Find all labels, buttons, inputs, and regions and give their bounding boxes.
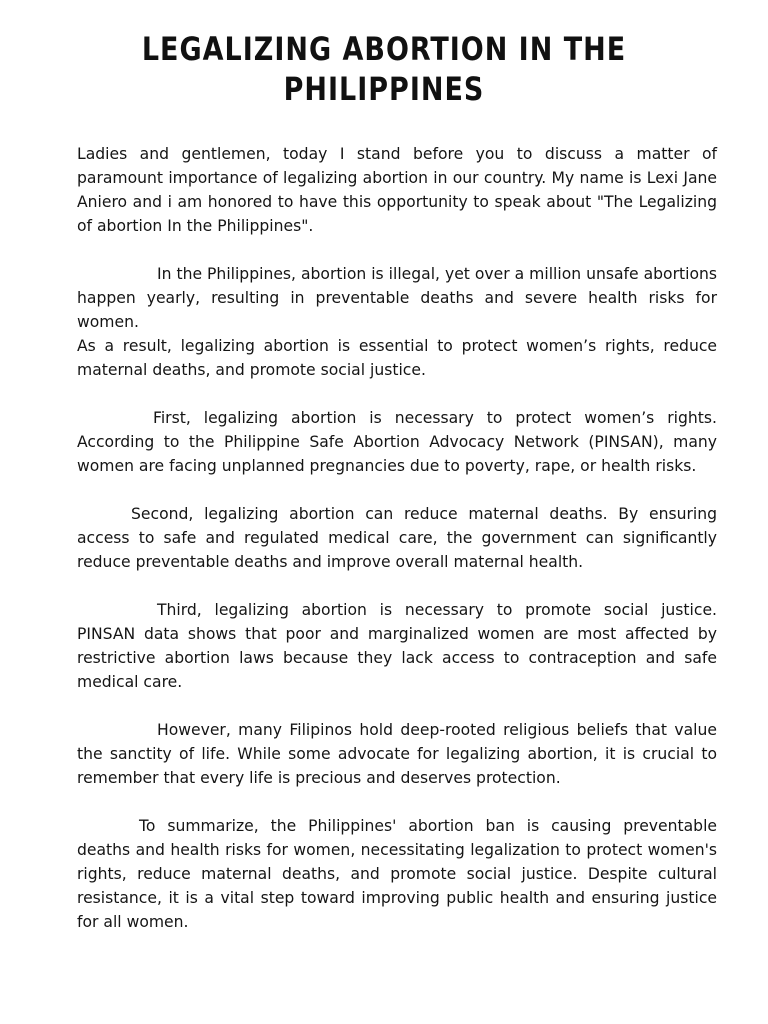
- paragraph-counterargument: However, many Filipinos hold deep-rooted religious beliefs that value the sanctity of life. While some advocate for legalizing abortion, it is crucial to remember that every life is precious and deserves protection.: [77, 721, 717, 787]
- paragraph-context: In the Philippines, abortion is illegal, yet over a million unsafe abortions happen yearly, resulting in preventable deaths and severe health risks for women.: [77, 265, 717, 331]
- paragraph-spacer: [77, 478, 717, 502]
- paragraph-spacer: [77, 790, 717, 814]
- paragraph-second-argument: Second, legalizing abortion can reduce maternal deaths. By ensuring access to safe and regulated medical care, the government can significantly reduce preventable deaths and improve overall maternal health.: [77, 505, 717, 571]
- paragraph-spacer: [77, 382, 717, 406]
- paragraph-first-argument: First, legalizing abortion is necessary to protect women’s rights. According to the Philippine Safe Abortion Advocacy Network (PINSAN), many women are facing unplanned pregnancies due to poverty, rape, or health risks.: [77, 409, 717, 475]
- paragraph-summary: To summarize, the Philippines' abortion ban is causing preventable deaths and health risks for women, necessitating legalization to protect women's rights, reduce maternal deaths, and promote social justice. Despite cultural resistance, it is a vital step toward improving public health and ensuring justice for all women.: [77, 817, 717, 931]
- paragraph-spacer: [77, 238, 717, 262]
- document-title: LEGALIZING ABORTION IN THE PHILIPPINES: [141, 31, 627, 109]
- paragraph-spacer: [77, 694, 717, 718]
- paragraph-third-argument: Third, legalizing abortion is necessary to promote social justice. PINSAN data shows that poor and marginalized women are most affected by restrictive abortion laws because they lack access to contraception and safe medical care.: [77, 601, 717, 691]
- paragraph-thesis: As a result, legalizing abortion is essential to protect women’s rights, reduce maternal deaths, and promote social justice.: [77, 337, 717, 379]
- paragraph-spacer: [77, 574, 717, 598]
- document-body: [77, 142, 717, 934]
- paragraph-intro: Ladies and gentlemen, today I stand before you to discuss a matter of paramount importance of legalizing abortion in our country. My name is Lexi Jane Aniero and i am honored to have this opportunity to speak about "The Legalizing of abortion In the Philippines".: [77, 145, 717, 235]
